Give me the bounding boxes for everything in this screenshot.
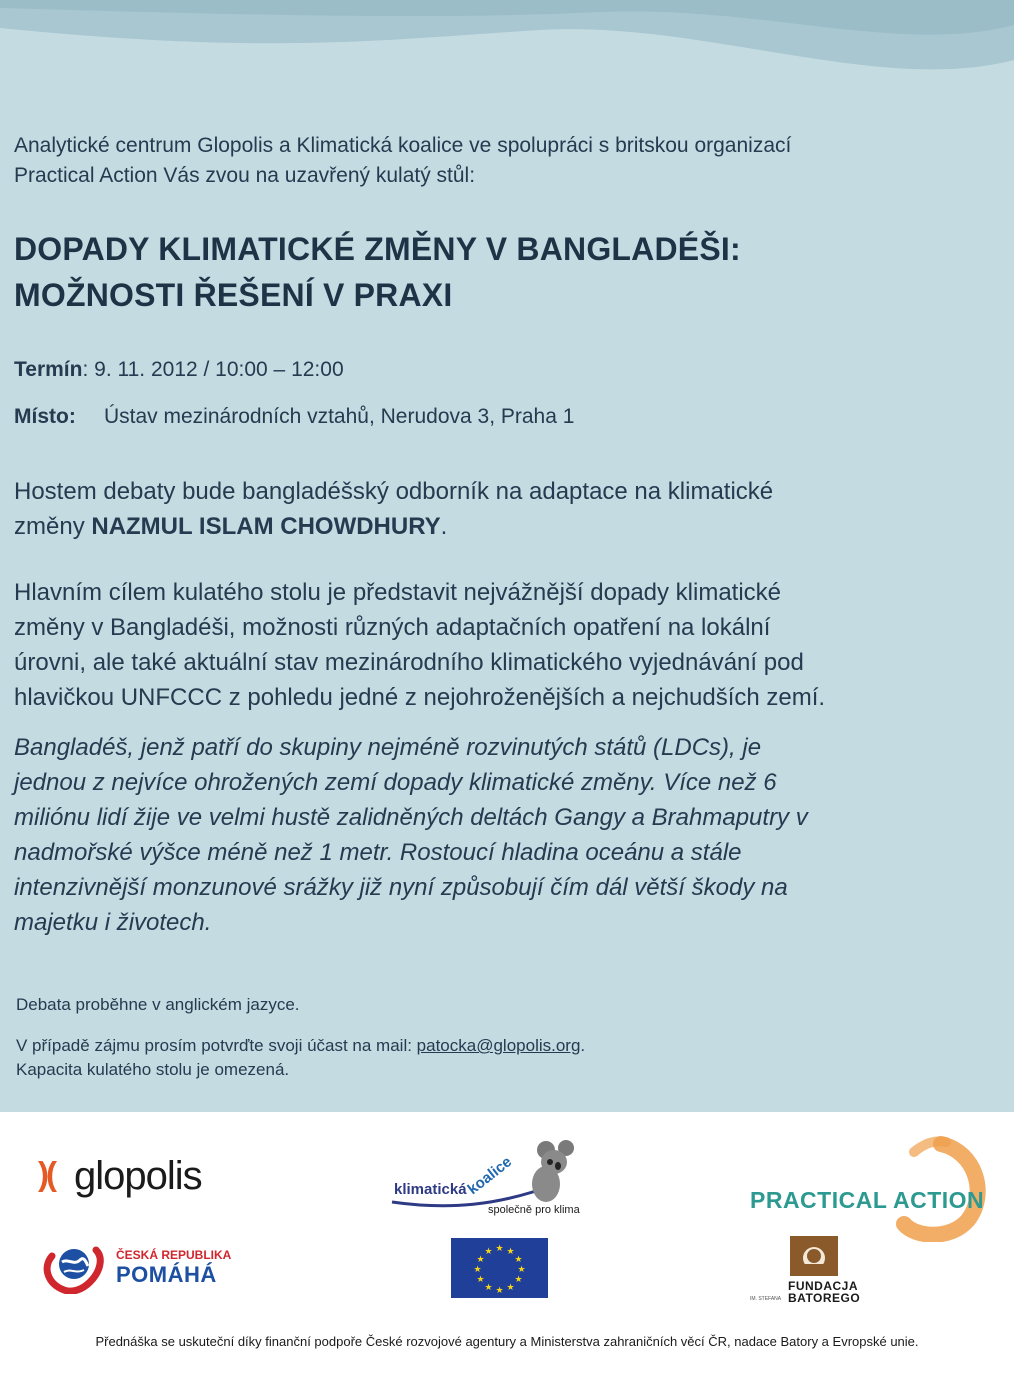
bangladesh-line: majetku i životech.: [14, 909, 212, 936]
glopolis-mark-icon: )(: [38, 1155, 54, 1192]
date-label: Termín: [14, 358, 83, 381]
glopolis-logo: [38, 1150, 228, 1206]
svg-text:★: ★: [506, 1247, 515, 1257]
practical-action-wordmark: PRACTICAL ACTION: [750, 1187, 985, 1213]
goal-paragraph: [14, 575, 989, 715]
eu-flag-icon: [451, 1238, 548, 1298]
goal-line: úrovni, ale také aktuální stav mezinárodního klimatického vyjednávání pod: [14, 649, 804, 676]
batory-line1: FUNDACJA: [788, 1279, 858, 1293]
event-date: [14, 355, 344, 385]
klimaticka-wordmark: [394, 1153, 526, 1198]
batory-prefix: IM. STEFANA: [750, 1296, 782, 1302]
svg-text:★: ★: [476, 1275, 485, 1285]
bangladesh-paragraph: [14, 730, 989, 940]
funding-note: Přednáška se uskuteční díky finanční podpoře České rozvojové agentury a Ministerstva zahraničních věcí ČR, nadace Batory a Evropské unie.: [95, 1334, 919, 1349]
eu-flag-logo: [451, 1238, 548, 1298]
heart-globe-icon: [42, 1240, 112, 1294]
intro-line: Practical Action Vás zvou na uzavřený kulatý stůl:: [14, 164, 476, 187]
guest-line-suffix: .: [440, 513, 448, 540]
goal-line: změny v Bangladéši, možnosti různých adaptačních opatření na lokální: [14, 614, 771, 641]
capacity-line: Kapacita kulatého stolu je omezená.: [16, 1060, 290, 1079]
klimaticka-word: klimatická: [394, 1181, 467, 1198]
partner-logos: [0, 1112, 1014, 1332]
svg-text:★: ★: [476, 1255, 485, 1265]
koalice-word: koalice: [464, 1153, 515, 1198]
date-value: : 9. 11. 2012 / 10:00 – 12:00: [82, 358, 344, 381]
event-title: [14, 226, 984, 318]
svg-text:★: ★: [514, 1255, 523, 1265]
klimaticka-koalice-logo: [388, 1132, 588, 1224]
ceska-line2: POMÁHÁ: [116, 1262, 217, 1287]
contact-line: [16, 1034, 585, 1058]
language-note: Debata proběhne v anglickém jazyce.: [16, 995, 300, 1014]
batory-emblem-icon: [750, 1236, 880, 1280]
bangladesh-line: jednou z nejvíce ohrožených zemí dopady klimatické změny. Více než 6: [14, 769, 777, 796]
svg-text:★: ★: [495, 1286, 504, 1296]
bangladesh-line: intenzivnější monzunové srážky již nyní způsobují čím dál větší škody na: [14, 874, 788, 901]
batory-line2: BATOREGO: [788, 1291, 861, 1305]
guest-line: Hostem debaty bude bangladéšský odborník na adaptace na klimatické: [14, 478, 774, 505]
glopolis-wordmark: glopolis: [74, 1154, 202, 1198]
intro-line: Analytické centrum Glopolis a Klimatická koalice ve spolupráci s britskou organizací: [14, 134, 792, 157]
guest-paragraph: [14, 474, 974, 544]
goal-line: hlavičkou UNFCCC z pohledu jedné z nejohroženějších a nejchudších zemí.: [14, 684, 826, 711]
svg-text:★: ★: [473, 1265, 482, 1275]
bangladesh-line: miliónu lidí žije ve velmi hustě zalidněných deltách Gangy a Brahmaputry v: [14, 804, 808, 831]
svg-text:★: ★: [495, 1244, 504, 1254]
svg-text:★: ★: [484, 1247, 493, 1257]
svg-text:★: ★: [506, 1283, 515, 1293]
decorative-wave: [0, 0, 1014, 110]
guest-line: [14, 509, 974, 544]
guest-name: NAZMUL ISLAM CHOWDHURY: [91, 513, 441, 540]
place-value: Ústav mezinárodních vztahů, Nerudova 3, Praha 1: [104, 405, 575, 428]
intro-text: [14, 131, 974, 191]
place-label: Místo:: [14, 405, 76, 428]
event-place: [14, 402, 574, 432]
svg-text:★: ★: [517, 1265, 526, 1275]
contact-prefix: V případě zájmu prosím potvrďte svoji účast na mail:: [16, 1036, 417, 1055]
contact-note: [16, 1034, 585, 1082]
title-line: MOŽNOSTI ŘEŠENÍ V PRAXI: [14, 277, 453, 313]
title-line: DOPADY KLIMATICKÉ ZMĚNY V BANGLADÉŠI:: [14, 231, 741, 267]
bangladesh-line: nadmořské výšce méně než 1 metr. Rostoucí hladina oceánu a stále: [14, 839, 742, 866]
goal-line: Hlavním cílem kulatého stolu je představit nejvážnější dopady klimatické: [14, 579, 782, 606]
bangladesh-line: Bangladéš, jenž patří do skupiny nejméně rozvinutých států (LDCs), je: [14, 734, 762, 761]
klimaticka-tagline: společně pro klima: [488, 1204, 580, 1216]
svg-text:★: ★: [484, 1283, 493, 1293]
svg-text:★: ★: [514, 1275, 523, 1285]
practical-action-logo: [736, 1132, 986, 1242]
contact-suffix: .: [580, 1036, 586, 1055]
ceska-republika-pomaha-logo: [42, 1240, 242, 1294]
ceska-line1: ČESKÁ REPUBLIKA: [116, 1248, 232, 1262]
guest-line-prefix: změny: [14, 513, 92, 540]
fundacja-batorego-logo: [750, 1236, 880, 1306]
email-link[interactable]: patocka@glopolis.org: [416, 1036, 581, 1055]
